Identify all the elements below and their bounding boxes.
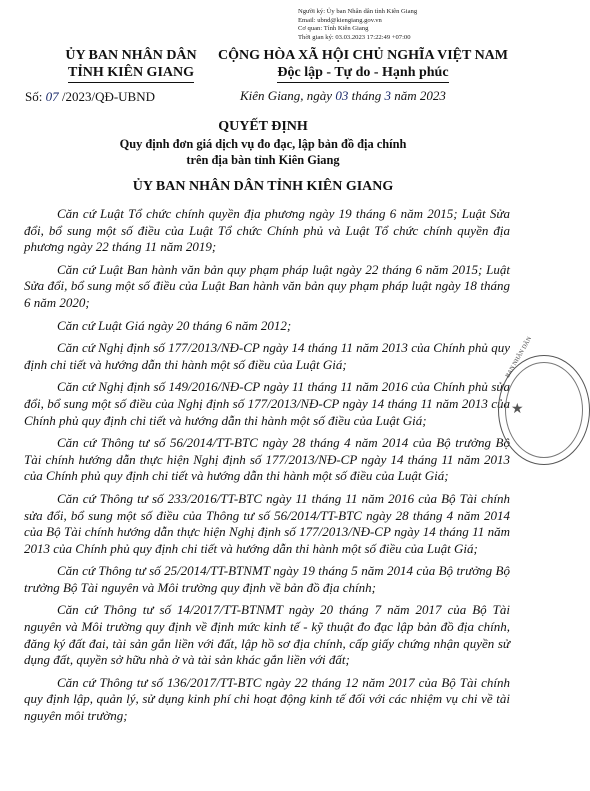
paragraph: Căn cứ Nghị định số 149/2016/NĐ-CP ngày 11 tháng 11 năm 2016 của Chính phủ sửa đổi, bổ sung một số điều của Nghị định số 177/2013/NĐ-CP ngày 14 tháng 11 năm 2013 của Chính phủ quy định chi tiết và hướng dẫn thi hành một số điều của Luật Giá;	[24, 379, 510, 428]
paragraph: Căn cứ Luật Ban hành văn bản quy phạm pháp luật ngày 22 tháng 6 năm 2015; Luật Sửa đổi, bổ sung một số điều của Luật Ban hành văn bản quy phạm pháp luật ngày 18 tháng 6 năm 2020;	[24, 261, 510, 310]
paragraph: Căn cứ Luật Tổ chức chính quyền địa phương ngày 19 tháng 6 năm 2015; Luật Sửa đổi, bổ sung một số điều của Luật Tổ chức Chính phủ và Luật Tổ chức chính quyền địa phương ngày 22 tháng 11 năm 2019;	[24, 206, 510, 255]
paragraph: Căn cứ Nghị định số 177/2013/NĐ-CP ngày 14 tháng 11 năm 2013 của Chính phủ quy định chi tiết và hướng dẫn thi hành một số điều của Luật Giá;	[24, 340, 510, 372]
paragraph: Căn cứ Thông tư số 233/2016/TT-BTC ngày 11 tháng 11 năm 2016 của Bộ Tài chính sửa đổi, bổ sung một số điều của Thông tư số 56/2014/TT-BTC ngày 28 tháng 4 năm 2014 của Bộ Tài chính hướng dẫn thực hiện Nghị định số 177/2013/NĐ-CP ngày 14 tháng 11 năm 2013 của Chính phủ quy định chi tiết và hướng dẫn thi hành một số điều của Luật Giá;	[24, 490, 510, 556]
paragraph: Căn cứ Thông tư số 25/2014/TT-BTNMT ngày 19 tháng 5 năm 2014 của Bộ trưởng Bộ trưởng Bộ Tài nguyên và Môi trường quy định về bản đồ địa chính;	[24, 563, 510, 595]
subtitle-line1: Quy định đơn giá dịch vụ đo đạc, lập bản đồ địa chính	[119, 137, 407, 151]
authority-line1: ỦY BAN NHÂN DÂN	[65, 48, 197, 63]
seal-star-icon: ★	[511, 402, 524, 417]
paragraph: Căn cứ Thông tư số 56/2014/TT-BTC ngày 28 tháng 4 năm 2014 của Bộ trưởng Bộ Tài chính hướng dẫn thực hiện Nghị định số 177/2013/NĐ-CP ngày 14 tháng 11 năm 2013 của Chính phủ quy định chi tiết và hướng dẫn thi hành một số điều của Luật Giá;	[24, 435, 510, 484]
digital-signature-block	[298, 8, 417, 42]
paragraph: Căn cứ Thông tư số 136/2017/TT-BTC ngày 22 tháng 12 năm 2017 của Bộ Tài chính quy định lập, quản lý, sử dụng kinh phí chi hoạt động kinh tế đối với các nhiệm vụ chi về tài nguyên môi trường;	[24, 674, 510, 724]
signature-agency: Cơ quan: Tỉnh Kiên Giang	[298, 25, 369, 33]
doc-number-handwritten: 07	[45, 89, 59, 104]
signature-signer: Người ký: Ủy ban Nhân dân tỉnh Kiên Giang	[298, 8, 418, 15]
place-date-part2: tháng	[348, 88, 385, 103]
authority-line2: TỈNH KIÊN GIANG	[68, 64, 194, 83]
date-day: 03	[335, 88, 349, 103]
document-number	[25, 89, 155, 105]
official-seal	[498, 336, 590, 465]
signature-email: Email: ubnd@kiengiang.gov.vn	[298, 16, 382, 24]
place-date-part1: Kiên Giang, ngày	[240, 88, 336, 103]
motto: Độc lập - Tự do - Hạnh phúc	[277, 64, 448, 83]
national-motto-header	[200, 47, 526, 83]
country-name: CỘNG HÒA XÃ HỘI CHỦ NGHĨA VIỆT NAM	[217, 48, 508, 63]
paragraph: Căn cứ Thông tư số 14/2017/TT-BTNMT ngày 20 tháng 7 năm 2017 của Bộ Tài nguyên và Môi trường quy định về định mức kinh tế - kỹ thuật đo đạc lập bản đồ địa chính, đăng ký đất đai, tài sản gắn liền với đất, lập hồ sơ địa chính, cấp giấy chứng nhận quyền sử dụng đất, quyền sở hữu nhà ở và tài sản khác gắn liền với đất;	[24, 602, 510, 668]
seal-text: BAN NHÂN DÂN	[505, 336, 534, 379]
subtitle-line2: trên địa bàn tỉnh Kiên Giang	[186, 153, 340, 167]
document-subtitle	[0, 136, 526, 168]
place-and-date	[240, 88, 446, 104]
legal-basis-paragraphs	[24, 206, 510, 731]
doc-number-suffix: /2023/QĐ-UBND	[58, 89, 156, 104]
date-month: 3	[384, 88, 391, 103]
issuer-heading: ỦY BAN NHÂN DÂN TỈNH KIÊN GIANG	[132, 179, 394, 194]
document-title: QUYẾT ĐỊNH	[218, 119, 308, 134]
paragraph: Căn cứ Luật Giá ngày 20 tháng 6 năm 2012;	[57, 317, 292, 333]
place-date-part3: năm 2023	[390, 88, 446, 103]
doc-number-prefix: Số:	[25, 89, 46, 104]
signature-time: Thời gian ký: 03.03.2023 17:22:49 +07:00	[298, 33, 411, 41]
